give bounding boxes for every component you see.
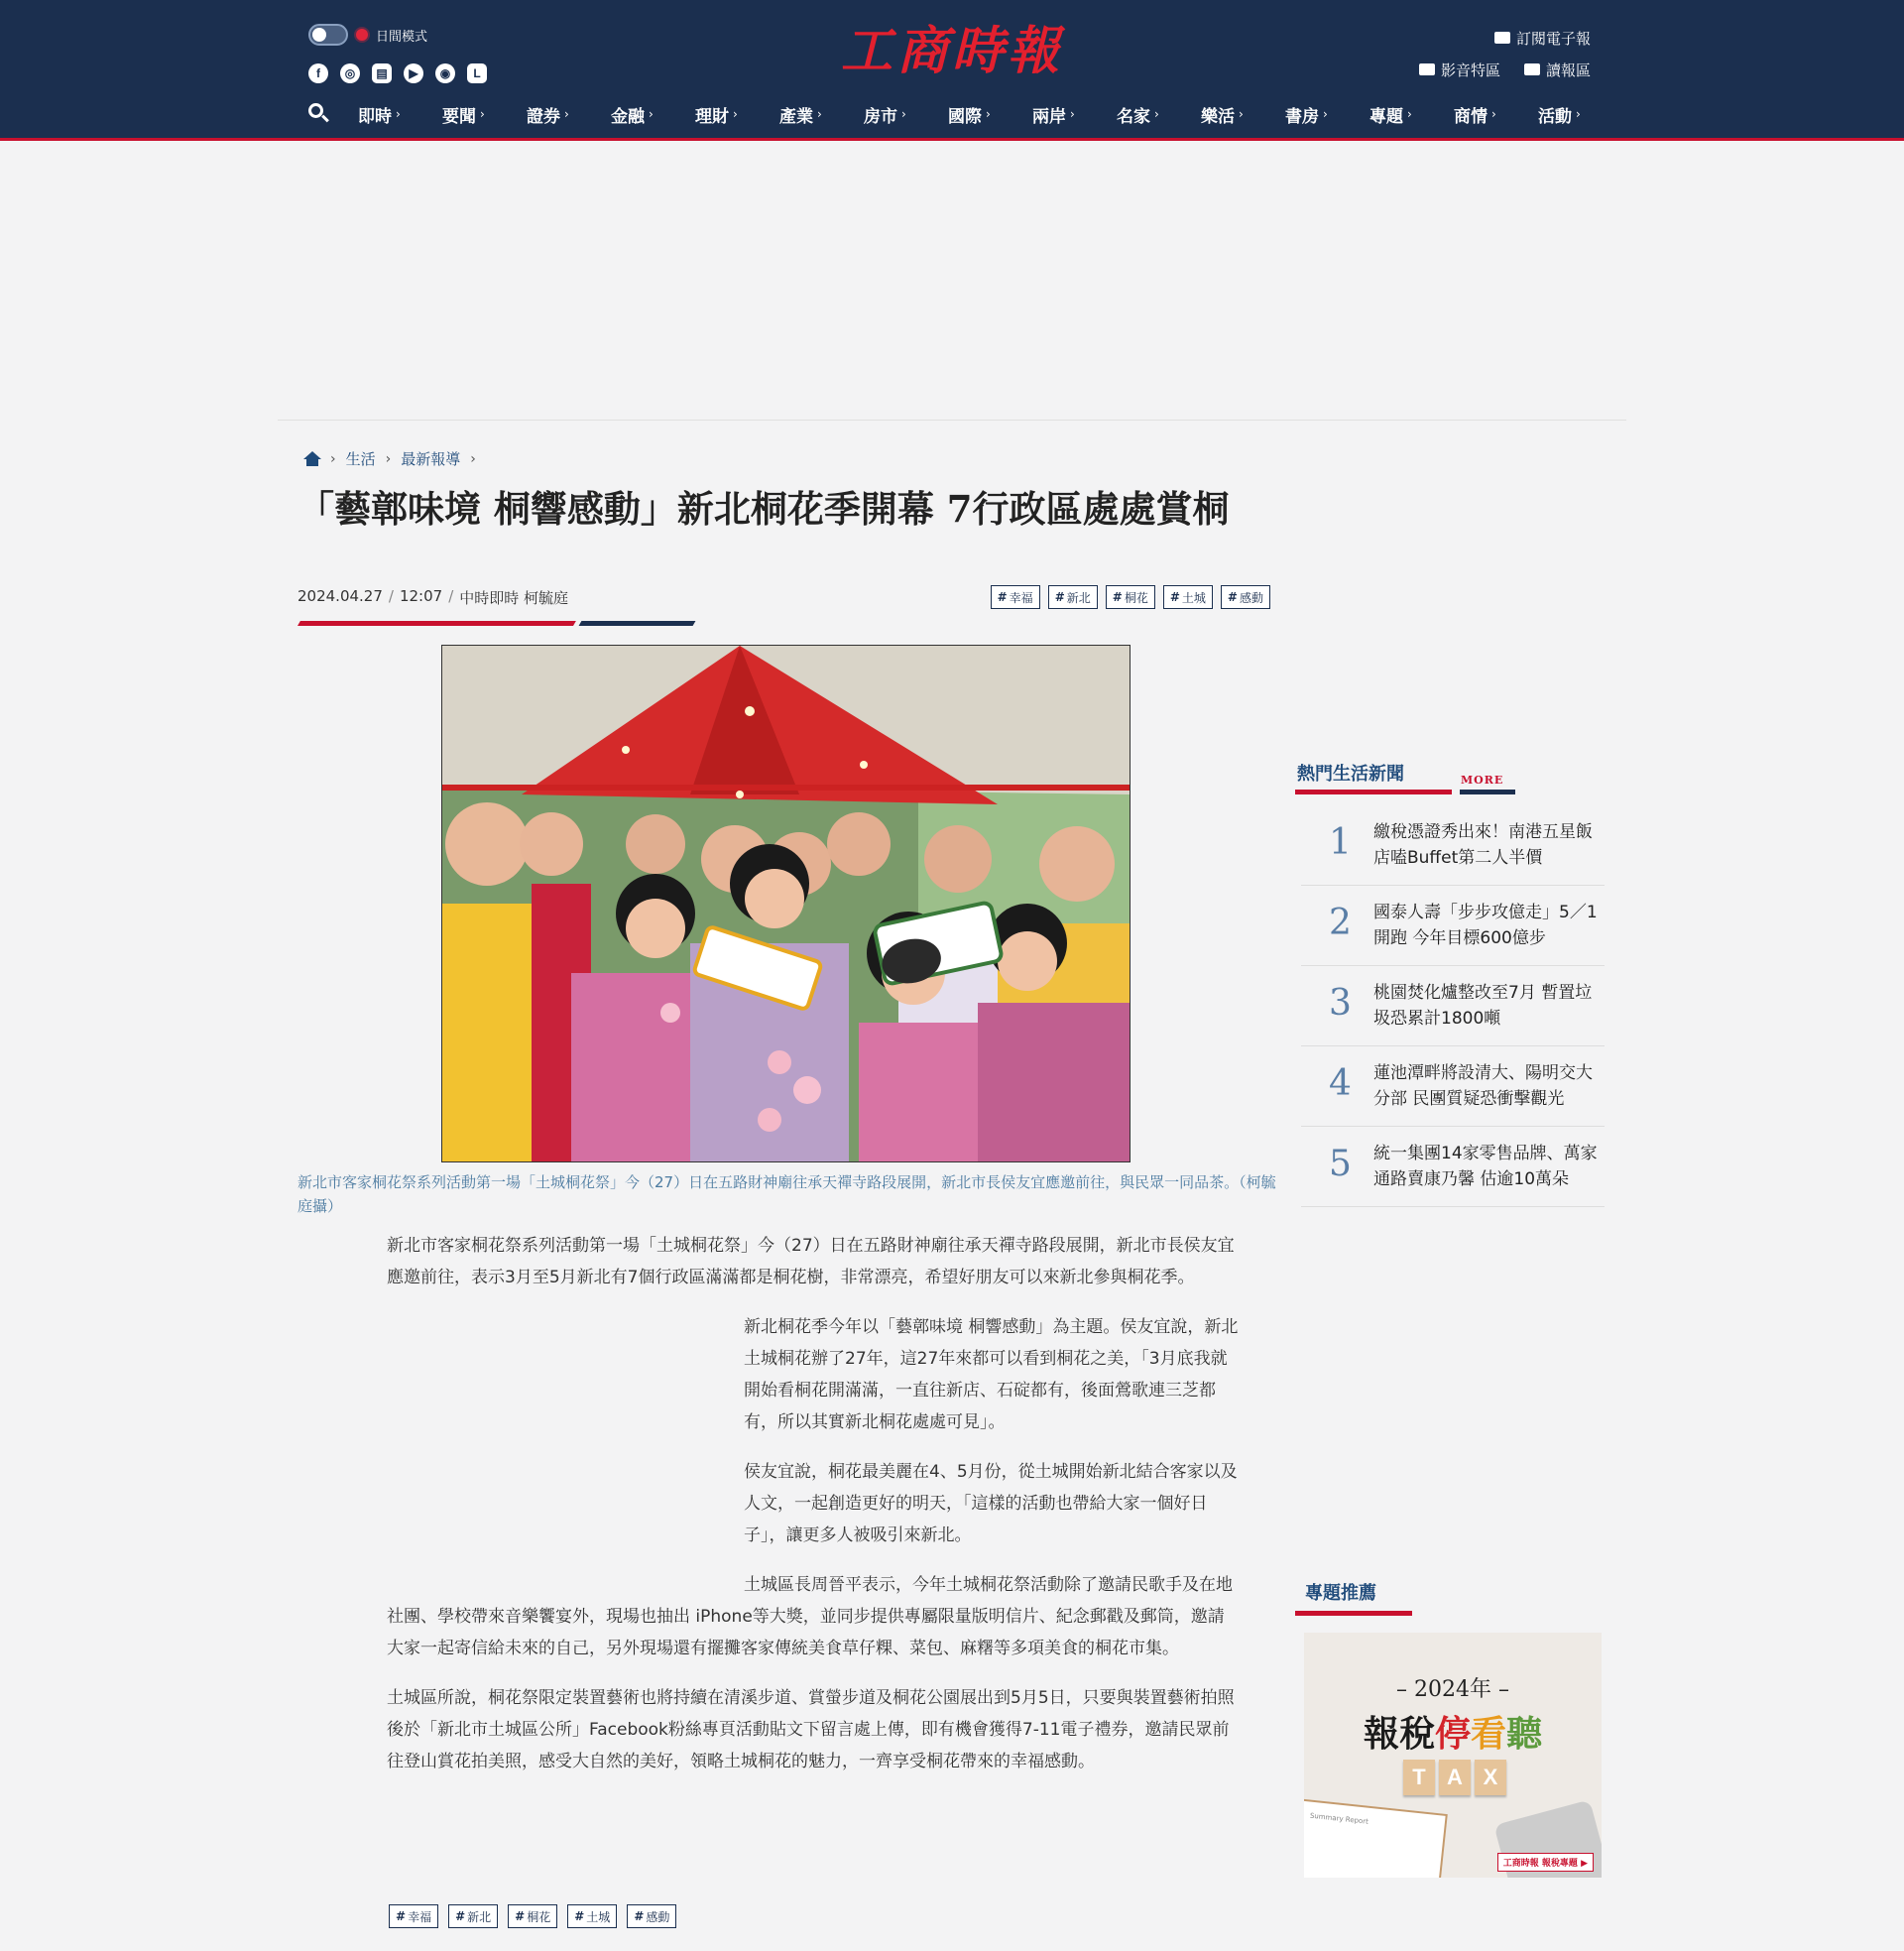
tax-promo-banner[interactable] (1304, 1633, 1602, 1878)
tag-4[interactable] (627, 1904, 676, 1928)
hot-news-rank: 3 (1329, 983, 1352, 1024)
tag-label: 新北 (1066, 590, 1091, 605)
hot-news-rank: 4 (1329, 1063, 1352, 1104)
nav-label: 產業 (779, 106, 813, 127)
tag-label: 幸福 (1009, 590, 1033, 605)
chevron-right-icon: › (385, 450, 392, 467)
article-body (387, 1230, 1240, 1795)
nav-item-9[interactable] (1117, 102, 1201, 127)
nav-item-3[interactable] (611, 102, 695, 127)
promo-letter-blocks (1403, 1760, 1506, 1795)
hash-icon: # (455, 1909, 466, 1923)
hot-news-item[interactable] (1301, 1046, 1605, 1127)
tag-1[interactable] (1048, 585, 1098, 609)
tag-label: 感動 (646, 1909, 670, 1924)
meta-separator: / (448, 587, 454, 605)
nav-label: 金融 (611, 106, 645, 127)
hot-news-rank: 5 (1329, 1144, 1352, 1184)
reader-label: 讀報區 (1545, 61, 1591, 79)
nav-label: 要聞 (442, 106, 476, 127)
chevron-right-icon: › (649, 107, 654, 121)
hash-icon: # (997, 590, 1008, 604)
line-icon[interactable]: L (467, 63, 487, 83)
article-tags-bottom (389, 1904, 676, 1928)
meta-separator: / (388, 587, 394, 605)
tag-3[interactable] (1163, 585, 1213, 609)
article-date: 2024.04.27 (298, 587, 383, 605)
home-icon[interactable] (303, 451, 320, 466)
chevron-right-icon: › (564, 107, 569, 121)
article-photo[interactable] (441, 645, 1130, 1162)
article-time: 12:07 (399, 587, 443, 605)
promo-paper: Summary Report (1304, 1798, 1448, 1878)
breadcrumb-item-life[interactable]: 生活 (345, 450, 376, 468)
paragraph-1: 新北市客家桐花祭系列活動第一場「土城桐花祭」今（27）日在五路財神廟往承天禪寺路段展開，新北市長侯友宜應邀前往，表示3月至5月新北有7個行政區滿滿都是桐花樹，非常漂亮，希望好朋友可以來新北參與桐花季。 (387, 1236, 1235, 1287)
chevron-right-icon: › (733, 107, 738, 121)
site-header (0, 0, 1904, 141)
tag-2[interactable] (508, 1904, 557, 1928)
chevron-right-icon: › (396, 107, 401, 121)
promo-title-d: 聽 (1506, 1713, 1543, 1755)
hot-news-headline: 繳稅憑證秀出來！南港五星飯店嗑Buffet第二人半價 (1373, 822, 1593, 868)
nav-item-14[interactable] (1538, 102, 1622, 127)
tag-label: 桐花 (1124, 590, 1148, 605)
topic-header (1295, 1579, 1412, 1615)
topic-title: 專題推薦 (1305, 1583, 1376, 1604)
paragraph-5: 土城區所說，桐花祭限定裝置藝術也將持續在清溪步道、賞螢步道及桐花公園展出到5月5日，只要與裝置藝術拍照後於「新北市土城區公所」Facebook粉絲專頁活動貼文下留言處上傳，即有機會獲得7-11電子禮券，邀請民眾前往登山賞花拍美照，感受大自然的美好，領略土城桐花的魅力，一齊享受桐花帶來的幸福感動。 (387, 1688, 1235, 1771)
nav-label: 樂活 (1201, 106, 1235, 127)
hot-news-item[interactable] (1301, 966, 1605, 1046)
hot-news-headline: 桃園焚化爐整改至7月 暫置垃圾恐累計1800噸 (1373, 983, 1593, 1029)
photo-caption: 新北市客家桐花祭系列活動第一場「土城桐花祭」今（27）日在五路財神廟往承天禪寺路段展開，新北市長侯友宜應邀前往，與民眾一同品茶。（柯毓庭攝） (298, 1173, 1276, 1215)
mode-switch[interactable] (308, 22, 487, 48)
promo-year: – 2024年 – (1396, 1677, 1509, 1702)
tag-4[interactable] (1221, 585, 1270, 609)
chevron-right-icon: › (1491, 107, 1496, 121)
hash-icon: # (634, 1909, 645, 1923)
mode-label: 日間模式 (376, 29, 428, 45)
nav-label: 即時 (358, 106, 392, 127)
chevron-right-icon: › (480, 107, 485, 121)
nav-label: 兩岸 (1032, 106, 1066, 127)
breadcrumb-item-latest[interactable]: 最新報導 (401, 450, 461, 468)
main-nav (308, 97, 1622, 131)
paragraph-3: 侯友宜說，桐花最美麗在4、5月份，從土城開始新北結合客家以及人文，一起創造更好的明天，「這樣的活動也帶給大家一個好日子」，讓更多人被吸引來新北。 (744, 1462, 1238, 1545)
hot-news-title: 熱門生活新聞 (1297, 764, 1404, 785)
nav-item-2[interactable] (527, 102, 611, 127)
hot-news-header (1297, 760, 1515, 795)
nav-item-6[interactable] (864, 102, 948, 127)
podcast-icon[interactable]: ◉ (435, 63, 455, 83)
nav-item-0[interactable] (358, 102, 442, 127)
nav-item-4[interactable] (695, 102, 779, 127)
photo-illustration (442, 646, 1130, 1162)
nav-label: 房市 (864, 106, 897, 127)
promo-badge: 工商時報 報稅專題 ▶ (1497, 1853, 1594, 1872)
mode-toggle[interactable] (308, 24, 348, 46)
chevron-right-icon: › (817, 107, 822, 121)
logo-text: 工商時報 (840, 20, 1063, 81)
nav-item-13[interactable] (1454, 102, 1538, 127)
nav-label: 證券 (527, 106, 560, 127)
hash-icon: # (574, 1909, 585, 1923)
video-icon (1419, 63, 1435, 75)
subscribe-link[interactable] (1419, 26, 1591, 50)
promo-title-a: 報稅 (1363, 1713, 1435, 1755)
nav-label: 國際 (948, 106, 982, 127)
media-label: 影音特區 (1440, 61, 1500, 79)
article-title: 「藝鄣味境 桐響感動」新北桐花季開幕 7行政區處處賞桐 (298, 487, 1230, 531)
mail-icon (1494, 32, 1510, 44)
chevron-right-icon: › (986, 107, 991, 121)
hot-news-rank: 2 (1329, 903, 1352, 943)
nav-label: 名家 (1117, 106, 1150, 127)
chevron-right-icon: › (1576, 107, 1581, 121)
ad-banner-space (278, 145, 1626, 421)
title-underline (298, 621, 694, 629)
social-links (308, 63, 487, 83)
hash-icon: # (1054, 590, 1065, 604)
article-meta (298, 587, 568, 608)
hot-news-item[interactable] (1301, 805, 1605, 886)
tag-2[interactable] (1106, 585, 1155, 609)
hash-icon: # (396, 1909, 407, 1923)
paragraph-2: 新北桐花季今年以「藝鄣味境 桐響感動」為主題。侯友宜說，新北土城桐花辦了27年，這27年來都可以看到桐花之美，「3月底我就開始看桐花開滿滿，一直往新店、石碇都有，後面鶯歌連三芝都有，所以其實新北桐花處處可見」。 (744, 1317, 1239, 1432)
hot-news-headline: 統一集團14家零售品牌、萬家通路賣康乃馨 估逾10萬朵 (1373, 1144, 1598, 1189)
nav-item-10[interactable] (1201, 102, 1285, 127)
tag-label: 感動 (1239, 590, 1263, 605)
reader-link[interactable] (1524, 60, 1591, 80)
media-link[interactable] (1419, 60, 1500, 80)
hot-news-headline: 國泰人壽「步步攻億走」5／1開跑 今年目標600億步 (1373, 903, 1598, 948)
hot-news-item[interactable] (1301, 1127, 1605, 1207)
chevron-right-icon: › (901, 107, 906, 121)
hot-news-list (1301, 805, 1605, 1207)
nav-label: 書房 (1285, 106, 1319, 127)
nav-label: 專題 (1369, 106, 1403, 127)
toggle-knob (312, 28, 326, 42)
nav-label: 活動 (1538, 106, 1572, 127)
newspaper-icon (1524, 63, 1540, 75)
instagram-icon[interactable]: ◎ (340, 63, 360, 83)
site-logo[interactable] (823, 10, 1081, 81)
tag-3[interactable] (567, 1904, 617, 1928)
hash-icon: # (1112, 590, 1123, 604)
header-left (308, 22, 487, 83)
hot-news-item[interactable] (1301, 886, 1605, 966)
more-link[interactable]: MORE (1461, 774, 1504, 787)
nav-label: 理財 (695, 106, 729, 127)
chevron-right-icon: › (1070, 107, 1075, 121)
article-tags-top (991, 585, 1270, 609)
tag-label: 土城 (1181, 590, 1206, 605)
header-right (1419, 26, 1591, 81)
nav-item-8[interactable] (1032, 102, 1117, 127)
tag-label: 桐花 (527, 1909, 551, 1924)
facebook-icon[interactable]: f (308, 63, 328, 83)
nav-item-5[interactable] (779, 102, 864, 127)
nav-item-1[interactable] (442, 102, 527, 127)
news-icon[interactable]: ▤ (372, 63, 392, 83)
nav-item-11[interactable] (1285, 102, 1369, 127)
sun-icon (356, 29, 368, 41)
chevron-right-icon: › (1154, 107, 1159, 121)
chevron-right-icon: › (470, 450, 476, 467)
search-icon[interactable] (308, 103, 330, 125)
hash-icon: # (1169, 590, 1180, 604)
chevron-right-icon: › (1239, 107, 1244, 121)
nav-item-7[interactable] (948, 102, 1032, 127)
hot-news-headline: 蓮池潭畔將設清大、陽明交大分部 民團質疑恐衝擊觀光 (1373, 1063, 1593, 1109)
tag-0[interactable] (389, 1904, 438, 1928)
tag-label: 新北 (467, 1909, 492, 1924)
promo-title (1304, 1706, 1602, 1757)
nav-item-12[interactable] (1369, 102, 1454, 127)
hash-icon: # (515, 1909, 526, 1923)
article-author: 中時即時 柯毓庭 (459, 589, 569, 607)
promo-title-b: 停 (1434, 1713, 1471, 1755)
breadcrumb (303, 448, 476, 469)
subscribe-label: 訂閱電子報 (1515, 29, 1591, 48)
promo-title-c: 看 (1471, 1713, 1507, 1755)
youtube-icon[interactable]: ▶ (404, 63, 423, 83)
tag-label: 幸福 (408, 1909, 432, 1924)
hash-icon: # (1227, 590, 1238, 604)
tag-1[interactable] (448, 1904, 498, 1928)
letter-block: X (1475, 1760, 1506, 1795)
chevron-right-icon: › (1407, 107, 1412, 121)
letter-block: T (1403, 1760, 1435, 1795)
nav-label: 商情 (1454, 106, 1488, 127)
letter-block: A (1439, 1760, 1471, 1795)
chevron-right-icon: › (1323, 107, 1328, 121)
tag-label: 土城 (586, 1909, 611, 1924)
paragraph-4: 土城區長周晉平表示，今年土城桐花祭活動除了邀請民歌手及在地社團、學校帶來音樂饗宴外，現場也抽出 iPhone等大獎，並同步提供專屬限量版明信片、紀念郵戳及郵筒，邀請大家一起寄信給未來的自己，另外現場還有擺攤客家傳統美食草仔粿、菜包、麻糬等多項美食的桐花市集。 (387, 1575, 1233, 1658)
hot-news-rank: 1 (1329, 822, 1352, 863)
tag-0[interactable] (991, 585, 1040, 609)
chevron-right-icon: › (330, 450, 336, 467)
